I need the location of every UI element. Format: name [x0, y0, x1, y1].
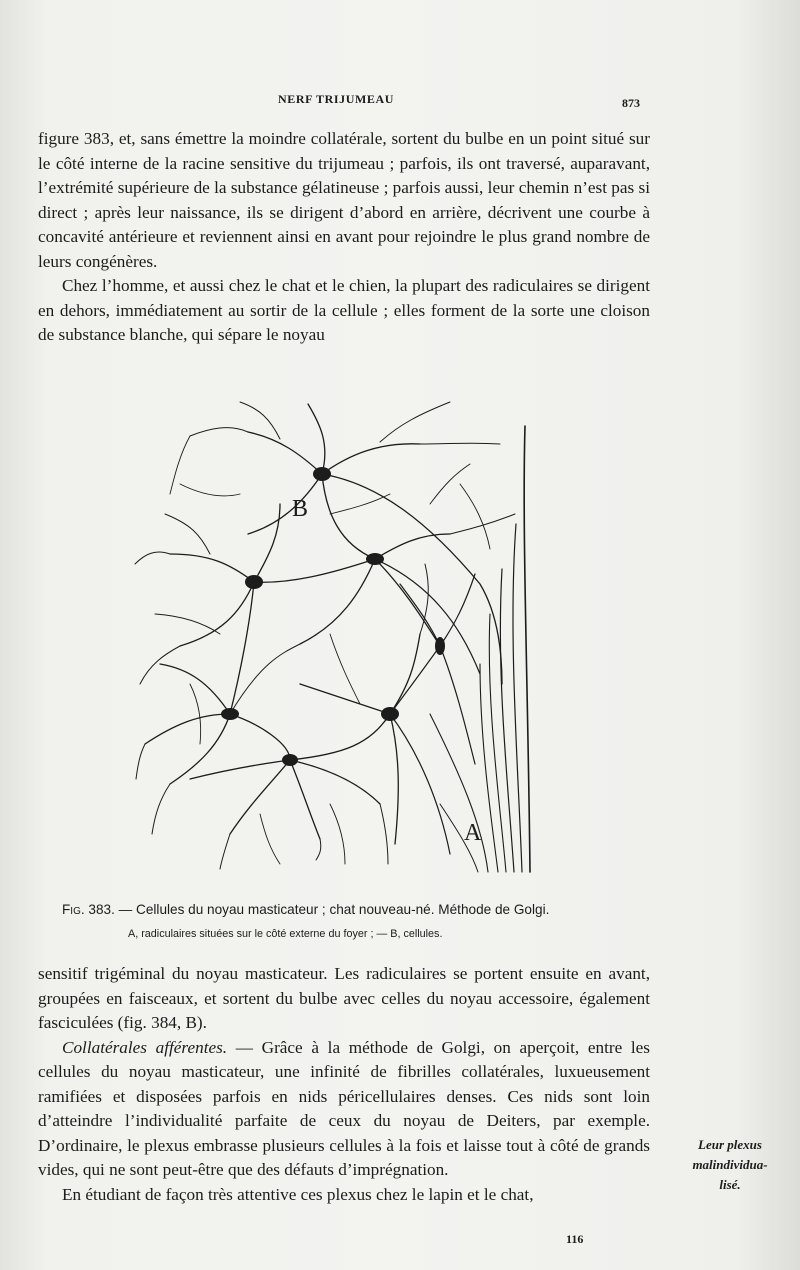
- fine-branch: [330, 634, 360, 704]
- dendrite: [220, 834, 230, 869]
- cell-body: [282, 754, 298, 766]
- margin-note-line: lisé.: [719, 1177, 741, 1192]
- fine-branch: [460, 484, 490, 549]
- radicular-fiber: [513, 524, 522, 872]
- axon: [322, 474, 502, 684]
- dendrite: [316, 839, 321, 860]
- dendrite: [380, 402, 450, 442]
- dendrite: [190, 760, 290, 779]
- printer-signature: 116: [566, 1232, 584, 1246]
- cell-body: [221, 708, 239, 720]
- dendrite: [290, 760, 320, 839]
- text-block-top: [38, 127, 650, 348]
- cell-body: [381, 707, 399, 721]
- dendrite: [165, 514, 210, 554]
- margin-note-line: malindividua-: [692, 1157, 768, 1172]
- dendrite: [390, 634, 420, 714]
- dendrite: [375, 534, 450, 559]
- dendrite: [248, 432, 322, 474]
- fine-branch: [180, 484, 240, 496]
- text-block-bottom: [38, 962, 650, 1207]
- dendrite: [180, 582, 254, 646]
- dendrite: [230, 582, 254, 714]
- dendrite: [254, 504, 280, 582]
- paragraph-text: — Grâce à la méthode de Golgi, on aperçoit, entre les cellules du noyau masticateur, une infinité de fibrilles collatérales, luxueusement ramifiées et disposées parfois en nids péricellulaires denses. Ces nids sont loin d’atteindre l’individualité parfaite de ceux du noyau de Deiters, par exemple. D’ordinaire, le plexus embrasse plusieurs cellules à la fois et laisse tout à côté de grands vides, qui ne sont peut-être que des défauts d’imprégnation.: [38, 1037, 650, 1179]
- dendrite: [230, 714, 290, 760]
- dendrite: [135, 552, 170, 564]
- caption-text: — Cellules du noyau masticateur ; chat nouveau-né. Méthode de Golgi.: [114, 902, 550, 917]
- dendrite: [420, 564, 428, 634]
- dendrite: [136, 744, 145, 779]
- radicular-fiber: [430, 714, 488, 872]
- dendrite: [440, 574, 475, 646]
- running-head: NERF TRIJUMEAU: [278, 92, 395, 106]
- paragraph: figure 383, et, sans émettre la moindre collatérale, sortent du bulbe en un point situé sur le côté interne de la racine sensitive du trijumeau ; parfois, ils ont traversé, auparavant, l’extrémité supérieure de la substance gélatineuse ; parfois aussi, leur chemin n’est pas si direct ; après leur naissance, ils se dirigent d’abord en arrière, décrivent une courbe à concavité antérieure et reviennent ainsi en avant pour rejoindre le plus grand nombre de leurs congénères.: [38, 129, 650, 271]
- dendrite: [375, 559, 440, 646]
- dendrite: [155, 614, 220, 634]
- paragraph: [38, 1036, 650, 1183]
- golgi-figure: [130, 384, 550, 884]
- dendrite: [420, 443, 500, 444]
- dendrite: [290, 714, 390, 760]
- cell-body: [366, 553, 384, 565]
- margin-note: [670, 1135, 790, 1195]
- radicular-fiber: [524, 426, 530, 872]
- dendrite: [290, 760, 380, 804]
- dendrite: [254, 559, 375, 582]
- paragraph: Chez l’homme, et aussi chez le chat et le chien, la plupart des radiculaires se dirigent en dehors, immédiatement au sortir de la cellule ; elles forment de la sorte une cloison de substance blanche, qui sépare le noyau: [38, 276, 650, 344]
- neuron-drawing: [130, 384, 550, 884]
- dendrite: [240, 402, 280, 439]
- dendrite: [190, 428, 248, 436]
- paragraph: En étudiant de façon très attentive ces plexus chez le lapin et le chat,: [62, 1184, 534, 1204]
- dendrite: [322, 444, 420, 474]
- page-number: 873: [622, 96, 640, 110]
- dendrite: [300, 559, 375, 644]
- fine-branch: [260, 814, 280, 864]
- section-lead: Collatérales afférentes.: [62, 1037, 228, 1057]
- margin-note-line: Leur plexus: [698, 1137, 762, 1152]
- dendrite: [300, 684, 390, 714]
- fine-branch: [170, 436, 190, 494]
- dendrite: [230, 760, 290, 834]
- dendrite: [152, 784, 170, 834]
- dendrite: [322, 474, 375, 559]
- cell-body: [313, 467, 331, 481]
- dendrite: [248, 474, 322, 534]
- fine-branch: [330, 494, 390, 514]
- figure-caption: [62, 902, 662, 917]
- figure-number: Fig. 383.: [62, 902, 115, 917]
- figure-label-a: A: [464, 820, 482, 846]
- axon: [390, 714, 450, 854]
- cell-body: [245, 575, 263, 589]
- dendrite: [160, 664, 230, 714]
- cell-body: [435, 637, 445, 655]
- figure-caption-legend: A, radiculaires situées sur le côté externe du foyer ; — B, cellules.: [128, 928, 443, 940]
- dendrite: [390, 714, 398, 844]
- radicular-fiber: [489, 614, 506, 872]
- paragraph: sensitif trigéminal du noyau masticateur. Les radiculaires se portent ensuite en avant, groupées en faisceaux, et sortent du bulbe avec celles du noyau accessoire, également fasciculées (fig. 384, B).: [38, 964, 650, 1032]
- fine-branch: [330, 804, 345, 864]
- radicular-fiber: [500, 569, 514, 872]
- dendrite: [140, 646, 180, 684]
- dendrite: [380, 804, 388, 864]
- fine-branch: [190, 684, 201, 744]
- figure-label-b: B: [292, 496, 309, 522]
- dendrite: [170, 554, 254, 582]
- fine-branch: [430, 464, 470, 504]
- dendrite: [230, 644, 300, 714]
